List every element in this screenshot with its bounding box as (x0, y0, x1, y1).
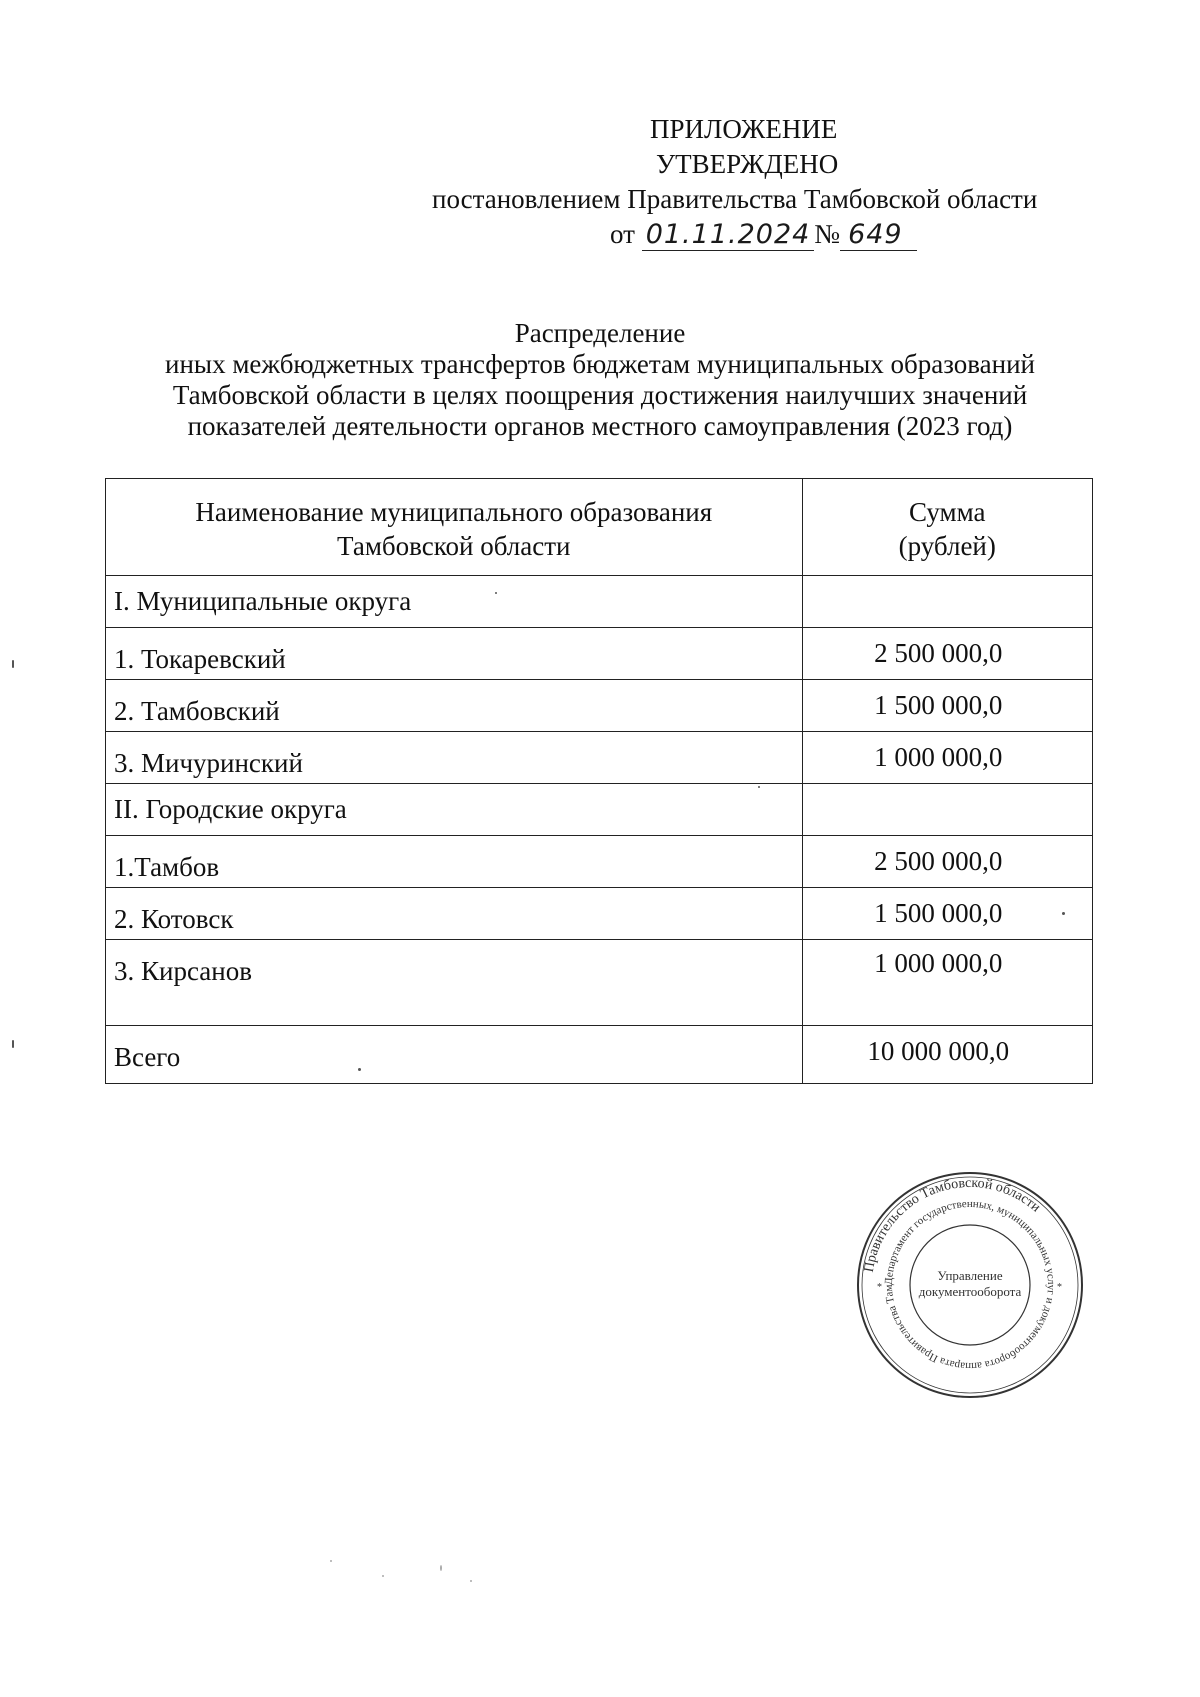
scan-speck (12, 1040, 14, 1048)
table-total-row (106, 1026, 1093, 1084)
cell-name: Всего (106, 1026, 803, 1084)
scan-speck (358, 1068, 361, 1071)
cell-sum: 1 000 000,0 (802, 940, 1092, 1026)
cell-sum (802, 784, 1092, 836)
date-number-line (420, 217, 1100, 252)
cell-name: 1.Тамбов (106, 836, 803, 888)
stamp-star-icon: * (1057, 1282, 1062, 1293)
cell-sum: 10 000 000,0 (802, 1026, 1092, 1084)
cell-name: 2. Тамбовский (106, 680, 803, 732)
table-row (106, 836, 1093, 888)
header-sum (802, 479, 1092, 576)
table-header-row (106, 479, 1093, 576)
issuer-line: постановлением Правительства Тамбовской области (432, 184, 1038, 214)
table-row (106, 888, 1093, 940)
scan-speck (495, 592, 497, 594)
distribution-table (105, 478, 1093, 1084)
annex-label: ПРИЛОЖЕНИЕ (650, 114, 838, 144)
cell-name: 3. Мичуринский (106, 732, 803, 784)
cell-sum: 2 500 000,0 (802, 628, 1092, 680)
handwritten-date: 01.11.2024 (642, 219, 815, 251)
scan-speck (758, 786, 760, 788)
title-line-1: Распределение (514, 318, 686, 348)
table-row (106, 940, 1093, 1026)
header-sum-line-2: (рублей) (898, 531, 996, 561)
cell-sum: 1 000 000,0 (802, 732, 1092, 784)
stamp-center-line-1: Управление (937, 1268, 1003, 1283)
cell-sum: 1 500 000,0 (802, 680, 1092, 732)
number-sign: № (814, 219, 841, 249)
table-row (106, 732, 1093, 784)
stamp-outer-text: Правительство Тамбовской области (861, 1175, 1044, 1274)
table-row (106, 680, 1093, 732)
handwritten-number: 649 (840, 219, 917, 251)
table-row (106, 784, 1093, 836)
approval-block (420, 112, 1100, 252)
header-name (106, 479, 803, 576)
header-name-line-1: Наименование муниципального образования (195, 497, 713, 527)
scan-speck (1062, 912, 1065, 915)
stamp-center-line-2: документооборота (918, 1284, 1022, 1299)
approved-label: УТВЕРЖДЕНО (656, 149, 839, 179)
scan-speck (470, 1580, 472, 1582)
scan-speck (12, 660, 14, 668)
scan-speck (440, 1565, 442, 1571)
cell-name: 2. Котовск (106, 888, 803, 940)
stamp-star-icon: * (877, 1282, 882, 1293)
cell-name: 1. Токаревский (106, 628, 803, 680)
title-line-3: Тамбовской области в целях поощрения достижения наилучших значений (172, 380, 1028, 410)
table-row (106, 628, 1093, 680)
document-title (100, 318, 1100, 442)
header-name-line-2: Тамбовской области (337, 531, 571, 561)
table-row (106, 576, 1093, 628)
stamp-seal-icon (855, 1170, 1085, 1400)
cell-sum (802, 576, 1092, 628)
title-line-2: иных межбюджетных трансфертов бюджетам муниципальных образований (165, 349, 1035, 379)
cell-name: 3. Кирсанов (106, 940, 803, 1026)
cell-name: II. Городские округа (106, 784, 803, 836)
date-prefix: от (610, 219, 635, 249)
official-stamp (855, 1170, 1085, 1400)
cell-sum: 1 500 000,0 (802, 888, 1092, 940)
stamp-middle-text: Департамент государственных, муниципальных услуг и документооборота аппарата Правительства Там (882, 1197, 1058, 1373)
header-sum-line-1: Сумма (909, 497, 986, 527)
cell-sum: 2 500 000,0 (802, 836, 1092, 888)
scan-speck (382, 1575, 384, 1577)
scan-speck (330, 1560, 332, 1562)
cell-name: I. Муниципальные округа (106, 576, 803, 628)
title-line-4: показателей деятельности органов местного самоуправления (2023 год) (187, 411, 1013, 441)
